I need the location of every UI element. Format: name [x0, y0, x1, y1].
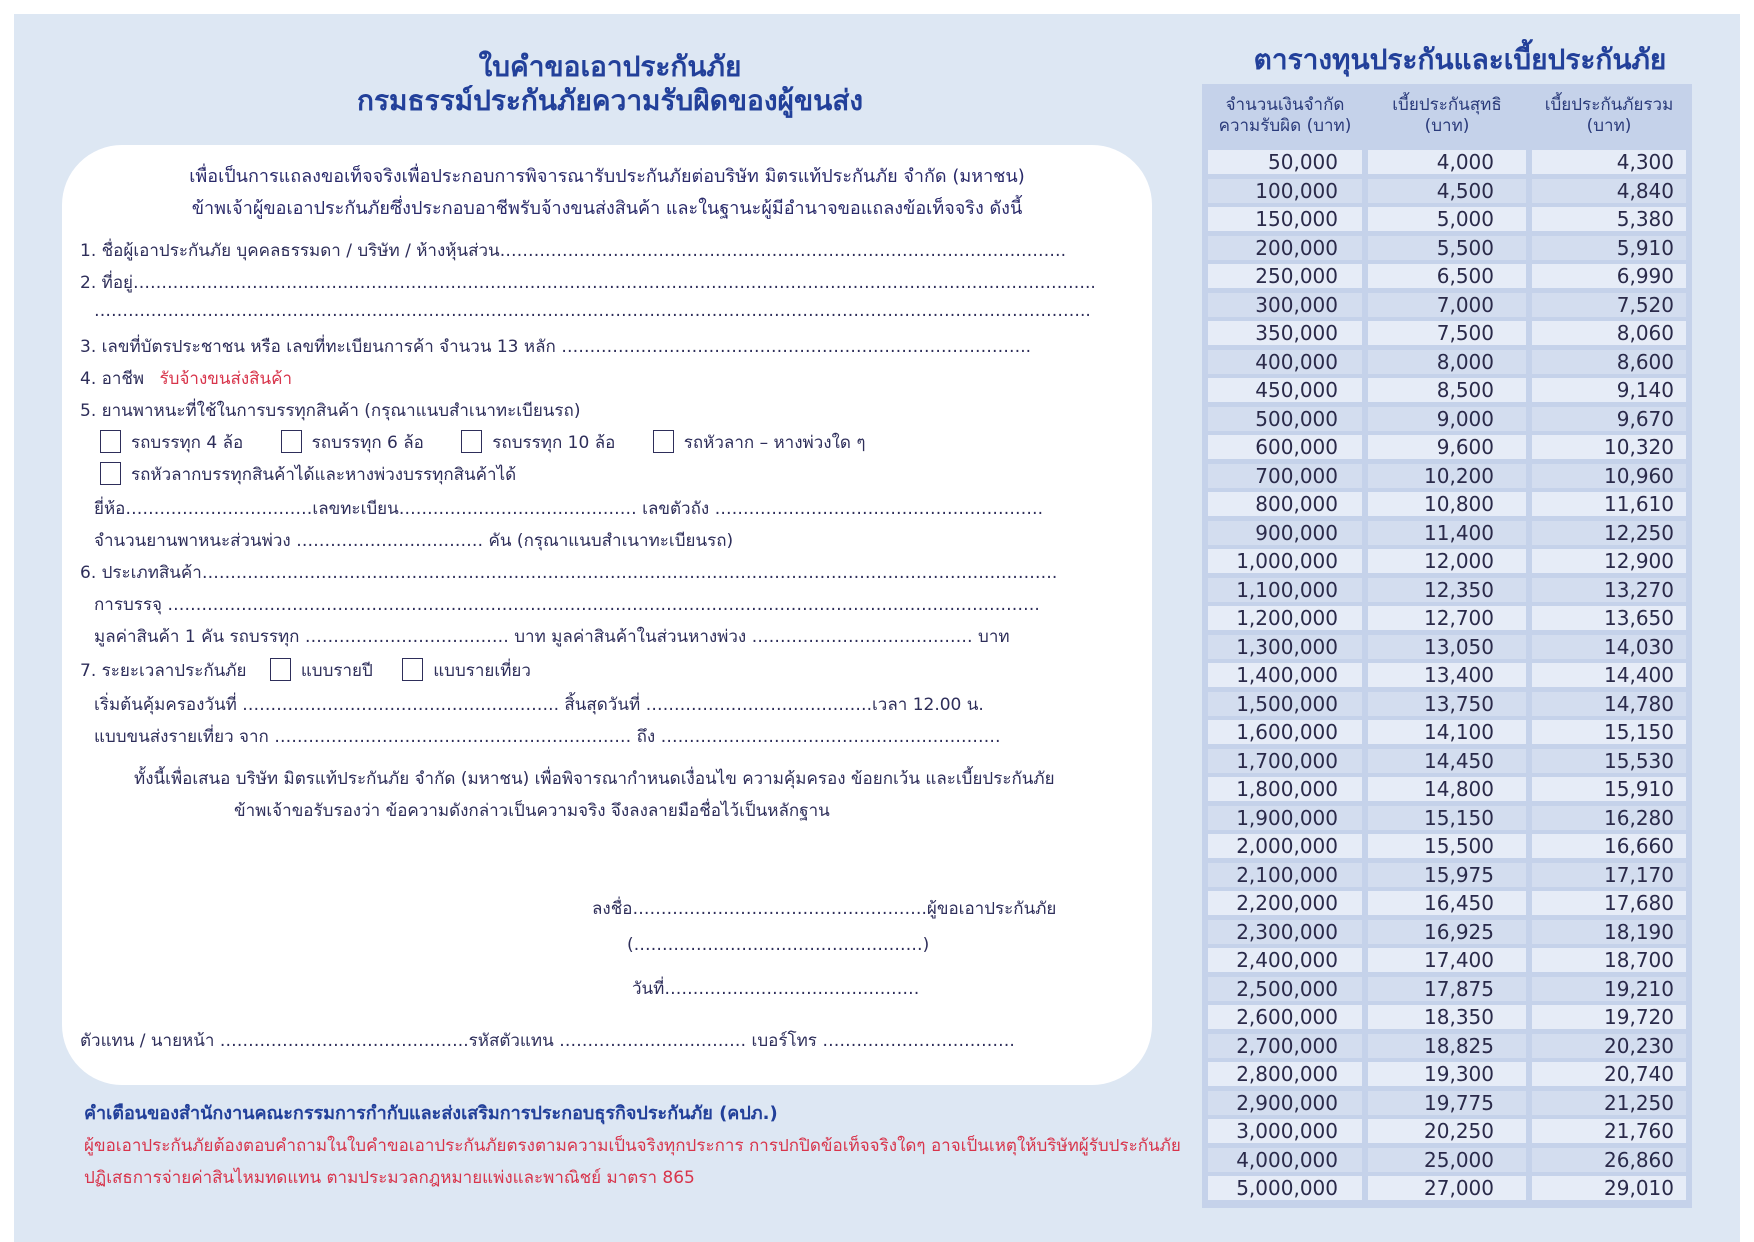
table-row: [1208, 521, 1686, 545]
coverage-amount-cell: 150,000: [1208, 207, 1362, 231]
total-premium-cell: 21,250: [1532, 1091, 1686, 1115]
column-header-net-premium: [1368, 88, 1526, 144]
premium-table-title: ตารางทุนประกันและเบี้ยประกันภัย: [1253, 43, 1667, 76]
coverage-amount-cell: 5,000,000: [1208, 1176, 1362, 1200]
total-premium-cell: 6,990: [1532, 264, 1686, 288]
agent-field[interactable]: ตัวแทน / นายหน้า ……………………………………..รหัสตัวแทน …………………………… เบอร์โทร …………………………….: [80, 1031, 1015, 1051]
total-premium-cell: 20,230: [1532, 1034, 1686, 1058]
table-row: [1208, 1176, 1686, 1200]
trip-route-field[interactable]: แบบขนส่งรายเที่ยว จาก ……………………………………………………… ถึง ……………………………………………………: [94, 727, 1001, 747]
total-premium-cell: 13,270: [1532, 578, 1686, 602]
table-row: [1208, 891, 1686, 915]
table-row: [1208, 179, 1686, 203]
net-premium-cell: 8,000: [1368, 350, 1526, 374]
coverage-amount-cell: 200,000: [1208, 236, 1362, 260]
occupation-label: 4. อาชีพ: [80, 369, 145, 389]
coverage-amount-cell: 900,000: [1208, 521, 1362, 545]
table-row: [1208, 1091, 1686, 1115]
form-title-line1: ใบคำขอเอาประกันภัย: [478, 50, 742, 83]
net-premium-cell: 12,350: [1368, 578, 1526, 602]
coverage-amount-cell: 1,500,000: [1208, 692, 1362, 716]
table-row: [1208, 1005, 1686, 1029]
coverage-amount-cell: 2,400,000: [1208, 948, 1362, 972]
insurance-period-row: [80, 657, 563, 684]
coverage-amount-cell: 500,000: [1208, 407, 1362, 431]
goods-value-field[interactable]: มูลค่าสินค้า 1 คัน รถบรรทุก ……………………………… บาท มูลค่าสินค้าในส่วนหางพ่วง ………………………………… บาท: [94, 627, 1010, 647]
net-premium-cell: 14,450: [1368, 749, 1526, 773]
coverage-amount-cell: 1,200,000: [1208, 606, 1362, 630]
net-premium-cell: 27,000: [1368, 1176, 1526, 1200]
total-premium-cell: 21,760: [1532, 1119, 1686, 1143]
goods-type-field[interactable]: 6. ประเภทสินค้า…………………………………………………………………………………………………………………………………….: [80, 563, 1058, 583]
table-row: [1208, 464, 1686, 488]
coverage-amount-cell: 800,000: [1208, 492, 1362, 516]
total-premium-cell: 14,400: [1532, 663, 1686, 687]
net-premium-cell: 16,925: [1368, 920, 1526, 944]
coverage-amount-cell: 1,000,000: [1208, 549, 1362, 573]
table-row: [1208, 777, 1686, 801]
vehicle-heading: 5. ยานพาหนะที่ใช้ในการบรรทุกสินค้า (กรุณาแนบสำเนาทะเบียนรถ): [80, 401, 581, 421]
intro-line-1: เพื่อเป็นการแถลงขอเท็จจริงเพื่อประกอบการพิจารณารับประกันภัยต่อบริษัท มิตรแท้ประกันภัย จำกัด (มหาชน): [189, 166, 1025, 187]
table-row: [1208, 606, 1686, 630]
net-premium-cell: 17,875: [1368, 977, 1526, 1001]
premium-table: [1202, 84, 1692, 1208]
checkbox[interactable]: [281, 430, 302, 453]
declaration-line-2: ข้าพเจ้าขอรับรองว่า ข้อความดังกล่าวเป็นความจริง จึงลงลายมือชื่อไว้เป็นหลักฐาน: [234, 801, 830, 821]
total-premium-cell: 29,010: [1532, 1176, 1686, 1200]
checkbox[interactable]: [653, 430, 674, 453]
vehicle-option-10-wheel[interactable]: รถบรรทุก 10 ล้อ: [461, 429, 615, 456]
vehicle-options-row: [100, 429, 897, 456]
trailer-count-field[interactable]: จำนวนยานพาหนะส่วนพ่วง …………………………… คัน (กรุณาแนบสำเนาทะเบียนรถ): [94, 531, 734, 551]
total-premium-cell: 19,210: [1532, 977, 1686, 1001]
coverage-amount-cell: 2,100,000: [1208, 863, 1362, 887]
coverage-amount-cell: 250,000: [1208, 264, 1362, 288]
net-premium-cell: 6,500: [1368, 264, 1526, 288]
column-header-coverage-text: จำนวนเงินจำกัด ความรับผิด (บาท): [1218, 95, 1352, 136]
coverage-amount-cell: 50,000: [1208, 150, 1362, 174]
total-premium-cell: 9,140: [1532, 378, 1686, 402]
table-row: [1208, 435, 1686, 459]
total-premium-cell: 10,960: [1532, 464, 1686, 488]
table-row: [1208, 350, 1686, 374]
coverage-amount-cell: 1,700,000: [1208, 749, 1362, 773]
table-row: [1208, 1148, 1686, 1172]
table-row: [1208, 720, 1686, 744]
warning-text-line-2: ปฏิเสธการจ่ายค่าสินไหมทดแทน ตามประมวลกฎหมายแพ่งและพาณิชย์ มาตรา 865: [84, 1168, 695, 1188]
net-premium-cell: 15,500: [1368, 834, 1526, 858]
total-premium-cell: 26,860: [1532, 1148, 1686, 1172]
packing-field[interactable]: การบรรจุ ……………………………………………………………………………………………………………………………………….: [94, 595, 1040, 615]
insured-name-field[interactable]: 1. ชื่อผู้เอาประกันภัย บุคคลธรรมดา / บริษัท / ห้างหุ้นส่วน……………………………………………………………………………………….: [80, 241, 1067, 261]
table-row: [1208, 948, 1686, 972]
coverage-amount-cell: 2,700,000: [1208, 1034, 1362, 1058]
coverage-amount-cell: 2,600,000: [1208, 1005, 1362, 1029]
total-premium-cell: 17,680: [1532, 891, 1686, 915]
total-premium-cell: 7,520: [1532, 293, 1686, 317]
table-row: [1208, 1062, 1686, 1086]
coverage-amount-cell: 100,000: [1208, 179, 1362, 203]
total-premium-cell: 16,280: [1532, 806, 1686, 830]
coverage-amount-cell: 1,400,000: [1208, 663, 1362, 687]
table-row: [1208, 378, 1686, 402]
total-premium-cell: 4,300: [1532, 150, 1686, 174]
id-number-field[interactable]: 3. เลขที่บัตรประชาชน หรือ เลขที่ทะเบียนการค้า จำนวน 13 หลัก ………………………………………………………………………..: [80, 337, 1032, 357]
column-header-coverage: [1208, 88, 1362, 144]
coverage-amount-cell: 2,200,000: [1208, 891, 1362, 915]
net-premium-cell: 10,800: [1368, 492, 1526, 516]
coverage-dates-field[interactable]: เริ่มต้นคุ้มครองวันที่ ……………………………………………….. สิ้นสุดวันที่ ………………………………….เวลา 12.00 น.: [94, 695, 984, 715]
net-premium-cell: 5,000: [1368, 207, 1526, 231]
net-premium-cell: 20,250: [1368, 1119, 1526, 1143]
net-premium-cell: 9,000: [1368, 407, 1526, 431]
checkbox[interactable]: [270, 658, 291, 681]
net-premium-cell: 8,500: [1368, 378, 1526, 402]
coverage-amount-cell: 1,800,000: [1208, 777, 1362, 801]
total-premium-cell: 17,170: [1532, 863, 1686, 887]
occupation-row: [80, 365, 292, 392]
total-premium-cell: 20,740: [1532, 1062, 1686, 1086]
table-row: [1208, 492, 1686, 516]
net-premium-cell: 12,700: [1368, 606, 1526, 630]
signature-field[interactable]: ลงชื่อ…………………………………………….ผู้ขอเอาประกันภัย: [592, 899, 1057, 919]
intro-line-2: ข้าพเจ้าผู้ขอเอาประกันภัยซึ่งประกอบอาชีพรับจ้างขนส่งสินค้า และในฐานะผู้มีอำนาจขอแถลงข้อเท็จจริง ดังนี้: [191, 198, 1023, 219]
net-premium-cell: 5,500: [1368, 236, 1526, 260]
net-premium-cell: 7,000: [1368, 293, 1526, 317]
total-premium-cell: 18,700: [1532, 948, 1686, 972]
total-premium-cell: 13,650: [1532, 606, 1686, 630]
net-premium-cell: 4,500: [1368, 179, 1526, 203]
coverage-amount-cell: 1,600,000: [1208, 720, 1362, 744]
total-premium-cell: 16,660: [1532, 834, 1686, 858]
net-premium-cell: 13,400: [1368, 663, 1526, 687]
net-premium-cell: 15,150: [1368, 806, 1526, 830]
period-option-annual[interactable]: แบบรายปี: [270, 657, 373, 684]
application-form-card: [62, 145, 1152, 1085]
table-row: [1208, 549, 1686, 573]
total-premium-cell: 12,900: [1532, 549, 1686, 573]
coverage-amount-cell: 600,000: [1208, 435, 1362, 459]
table-row: [1208, 635, 1686, 659]
total-premium-cell: 8,060: [1532, 321, 1686, 345]
total-premium-cell: 14,780: [1532, 692, 1686, 716]
total-premium-cell: 11,610: [1532, 492, 1686, 516]
coverage-amount-cell: 2,900,000: [1208, 1091, 1362, 1115]
address-field-continued[interactable]: …………………………………………………………………………………………………………………………………………………………..: [94, 301, 1091, 321]
coverage-amount-cell: 1,300,000: [1208, 635, 1362, 659]
form-title-line2: กรมธรรม์ประกันภัยความรับผิดของผู้ขนส่ง: [357, 84, 863, 117]
table-row: [1208, 834, 1686, 858]
coverage-amount-cell: 2,800,000: [1208, 1062, 1362, 1086]
coverage-amount-cell: 450,000: [1208, 378, 1362, 402]
net-premium-cell: 10,200: [1368, 464, 1526, 488]
net-premium-cell: 11,400: [1368, 521, 1526, 545]
table-row: [1208, 1034, 1686, 1058]
coverage-amount-cell: 400,000: [1208, 350, 1362, 374]
net-premium-cell: 14,100: [1368, 720, 1526, 744]
checkbox[interactable]: [100, 462, 121, 485]
form-title: [250, 50, 970, 118]
net-premium-cell: 4,000: [1368, 150, 1526, 174]
vehicle-option-4-wheel[interactable]: รถบรรทุก 4 ล้อ: [100, 429, 243, 456]
coverage-amount-cell: 3,000,000: [1208, 1119, 1362, 1143]
coverage-amount-cell: 4,000,000: [1208, 1148, 1362, 1172]
coverage-amount-cell: 1,900,000: [1208, 806, 1362, 830]
table-row: [1208, 749, 1686, 773]
table-row: [1208, 407, 1686, 431]
checkbox[interactable]: [100, 430, 121, 453]
total-premium-cell: 4,840: [1532, 179, 1686, 203]
period-option-per-trip[interactable]: แบบรายเที่ยว: [402, 657, 531, 684]
net-premium-cell: 16,450: [1368, 891, 1526, 915]
net-premium-cell: 18,350: [1368, 1005, 1526, 1029]
coverage-amount-cell: 2,300,000: [1208, 920, 1362, 944]
coverage-amount-cell: 700,000: [1208, 464, 1362, 488]
total-premium-cell: 15,150: [1532, 720, 1686, 744]
printed-name-field[interactable]: (……………………………………………): [627, 935, 930, 955]
net-premium-cell: 19,300: [1368, 1062, 1526, 1086]
total-premium-cell: 15,910: [1532, 777, 1686, 801]
table-row: [1208, 920, 1686, 944]
net-premium-cell: 14,800: [1368, 777, 1526, 801]
vehicle-option-tractor-trailer[interactable]: รถหัวลาก – หางพ่วงใด ๆ: [653, 429, 866, 456]
total-premium-cell: 19,720: [1532, 1005, 1686, 1029]
total-premium-cell: 10,320: [1532, 435, 1686, 459]
coverage-amount-cell: 1,100,000: [1208, 578, 1362, 602]
total-premium-cell: 14,030: [1532, 635, 1686, 659]
warning-title: คำเตือนของสำนักงานคณะกรรมการกำกับและส่งเสริมการประกอบธุรกิจประกันภัย (คปภ.): [84, 1103, 778, 1124]
net-premium-cell: 7,500: [1368, 321, 1526, 345]
total-premium-cell: 12,250: [1532, 521, 1686, 545]
net-premium-cell: 18,825: [1368, 1034, 1526, 1058]
table-row: [1208, 1119, 1686, 1143]
table-row: [1208, 663, 1686, 687]
net-premium-cell: 12,000: [1368, 549, 1526, 573]
table-row: [1208, 692, 1686, 716]
total-premium-cell: 5,910: [1532, 236, 1686, 260]
net-premium-cell: 25,000: [1368, 1148, 1526, 1172]
coverage-amount-cell: 350,000: [1208, 321, 1362, 345]
vehicle-brand-registration-field[interactable]: ยี่ห้อ……………………………เลขทะเบียน…………………………………… เลขตัวถัง ………………………………………………….: [94, 499, 1043, 519]
occupation-value: รับจ้างขนส่งสินค้า: [159, 369, 293, 389]
coverage-amount-cell: 2,000,000: [1208, 834, 1362, 858]
total-premium-cell: 9,670: [1532, 407, 1686, 431]
table-row: [1208, 321, 1686, 345]
vehicle-option-tractor-and-trailer-row[interactable]: รถหัวลากบรรทุกสินค้าได้และหางพ่วงบรรทุกสินค้าได้: [100, 461, 516, 488]
table-row: [1208, 236, 1686, 260]
date-field[interactable]: วันที่………………………………………: [632, 979, 920, 999]
warning-text-line-1: ผู้ขอเอาประกันภัยต้องตอบคำถามในใบคำขอเอาประกันภัยตรงตามความเป็นจริงทุกประการ การปกปิดข้อเท็จจริงใดๆ อาจเป็นเหตุให้บริษัทผู้รับประกันภัย: [84, 1136, 1181, 1156]
net-premium-cell: 19,775: [1368, 1091, 1526, 1115]
total-premium-cell: 15,530: [1532, 749, 1686, 773]
coverage-amount-cell: 300,000: [1208, 293, 1362, 317]
table-row: [1208, 264, 1686, 288]
insurance-period-label: 7. ระยะเวลาประกันภัย: [80, 661, 247, 681]
net-premium-cell: 13,750: [1368, 692, 1526, 716]
table-row: [1208, 150, 1686, 174]
vehicle-option-6-wheel[interactable]: รถบรรทุก 6 ล้อ: [281, 429, 424, 456]
total-premium-cell: 5,380: [1532, 207, 1686, 231]
coverage-amount-cell: 2,500,000: [1208, 977, 1362, 1001]
net-premium-cell: 17,400: [1368, 948, 1526, 972]
total-premium-cell: 18,190: [1532, 920, 1686, 944]
column-header-total-premium-text: เบี้ยประกันภัยรวม (บาท): [1544, 95, 1674, 136]
checkbox[interactable]: [402, 658, 423, 681]
net-premium-cell: 13,050: [1368, 635, 1526, 659]
net-premium-cell: 9,600: [1368, 435, 1526, 459]
total-premium-cell: 8,600: [1532, 350, 1686, 374]
address-field[interactable]: 2. ที่อยู่……………………………………………………………………………………………………………………………………………………..: [80, 273, 1096, 293]
checkbox[interactable]: [461, 430, 482, 453]
table-row: [1208, 806, 1686, 830]
table-row: [1208, 863, 1686, 887]
table-row: [1208, 293, 1686, 317]
table-row: [1208, 578, 1686, 602]
declaration-line-1: ทั้งนี้เพื่อเสนอ บริษัท มิตรแท้ประกันภัย จำกัด (มหาชน) เพื่อพิจารณากำหนดเงื่อนไข ความคุ้มครอง ข้อยกเว้น และเบี้ยประกันภัย: [134, 769, 1055, 789]
column-header-net-premium-text: เบี้ยประกันสุทธิ (บาท): [1392, 95, 1502, 136]
table-row: [1208, 977, 1686, 1001]
table-row: [1208, 207, 1686, 231]
net-premium-cell: 15,975: [1368, 863, 1526, 887]
column-header-total-premium: [1532, 88, 1686, 144]
